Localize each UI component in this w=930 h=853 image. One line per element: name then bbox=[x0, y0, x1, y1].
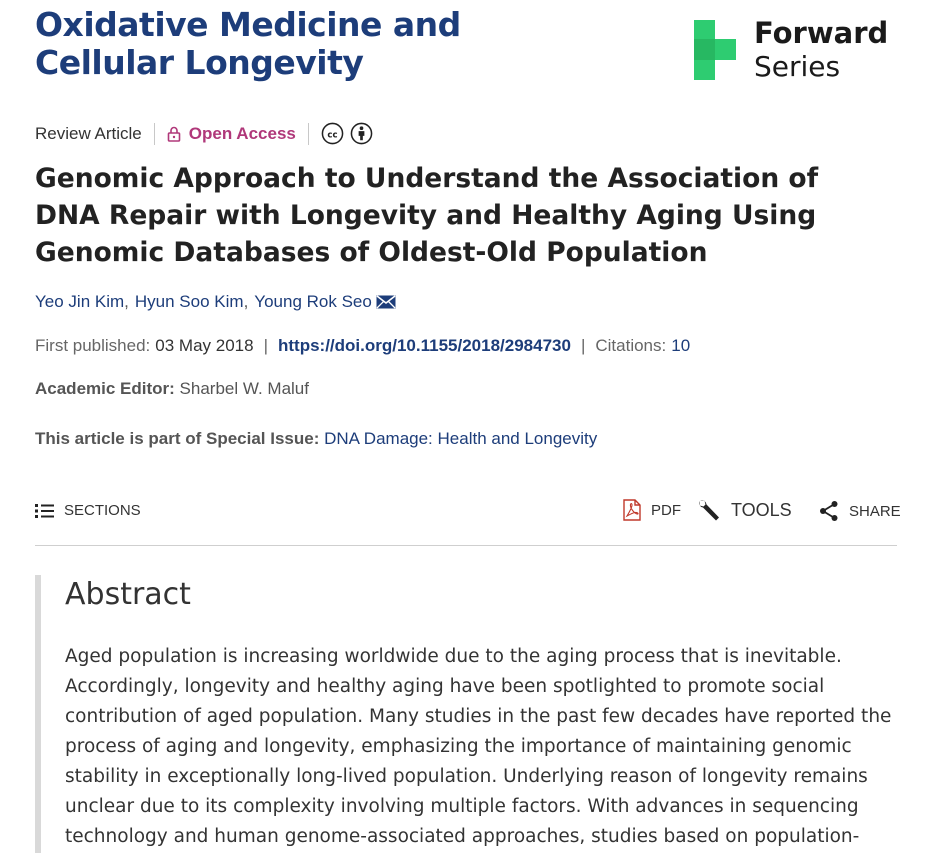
creative-commons-icon bbox=[321, 122, 344, 145]
article-title: Genomic Approach to Understand the Association of DNA Repair with Longevity and Healthy Aging Using Genomic Databases of Oldest-Old Population bbox=[35, 163, 819, 268]
share-label: SHARE bbox=[849, 502, 901, 520]
doi-link[interactable]: https://doi.org/10.1155/2018/2984730 bbox=[278, 336, 571, 355]
license-icons[interactable] bbox=[321, 122, 373, 145]
abstract-heading: Abstract bbox=[65, 577, 191, 612]
author-link[interactable]: Hyun Soo Kim bbox=[134, 292, 244, 311]
special-issue bbox=[35, 429, 597, 449]
open-access-badge[interactable] bbox=[167, 124, 296, 144]
article-type: Review Article bbox=[35, 123, 142, 143]
wrench-icon bbox=[697, 498, 721, 522]
forward-series-mark-icon bbox=[694, 20, 736, 80]
first-published-date: 03 May 2018 bbox=[155, 336, 254, 355]
forward-logo-line1: Forward bbox=[754, 16, 889, 50]
academic-editor-name: Sharbel W. Maluf bbox=[179, 379, 309, 398]
special-issue-link[interactable]: DNA Damage: Health and Longevity bbox=[324, 429, 598, 448]
abstract-text: Aged population is increasing worldwide due to the aging process that is inevitable. Accordingly, longevity and healthy aging have been spotlighted to promote social contribution of aged population. Many studies in the past few decades have reported the process of aging and longevity, emphasizing the importance of maintaining genomic stability in exceptionally long-lived population. Underlying reason of longevity remains unclear due to its complexity involving multiple factors. With advances in sequencing technology and human genome-associated approaches, studies based on population- bbox=[65, 646, 892, 847]
divider bbox=[154, 123, 155, 145]
attribution-icon bbox=[350, 122, 373, 145]
abstract-section bbox=[35, 575, 897, 853]
lock-icon bbox=[167, 126, 181, 142]
email-icon[interactable] bbox=[376, 295, 396, 309]
share-button[interactable] bbox=[819, 500, 901, 522]
svg-text:cc: cc bbox=[327, 130, 338, 141]
citations-count-link[interactable]: 10 bbox=[671, 336, 691, 355]
divider: | bbox=[263, 336, 268, 355]
academic-editor-label: Academic Editor: bbox=[35, 379, 175, 398]
academic-editor bbox=[35, 379, 309, 399]
forward-series-logo[interactable] bbox=[694, 17, 888, 83]
author-link[interactable]: Yeo Jin Kim bbox=[35, 292, 125, 311]
list-icon bbox=[35, 503, 54, 519]
divider bbox=[308, 123, 309, 145]
sections-button[interactable] bbox=[35, 502, 141, 519]
first-published-label: First published: bbox=[35, 336, 151, 355]
publication-info bbox=[35, 336, 690, 356]
author-link[interactable]: Young Rok Seo bbox=[254, 292, 372, 311]
author-list bbox=[35, 292, 396, 312]
special-issue-label: This article is part of Special Issue: bbox=[35, 429, 320, 448]
pdf-icon bbox=[623, 499, 641, 521]
sections-label: SECTIONS bbox=[64, 502, 141, 519]
forward-logo-line2: Series bbox=[754, 50, 841, 83]
tools-button[interactable] bbox=[697, 498, 792, 522]
pdf-label: PDF bbox=[651, 501, 681, 519]
open-access-label: Open Access bbox=[188, 123, 296, 143]
article-meta-row bbox=[35, 122, 373, 145]
pdf-button[interactable] bbox=[623, 499, 681, 521]
author-separator: , bbox=[243, 292, 249, 311]
journal-title-line2: Cellular Longevity bbox=[35, 43, 364, 82]
citations-label: Citations: bbox=[595, 336, 667, 355]
share-icon bbox=[819, 500, 839, 522]
tools-label: TOOLS bbox=[731, 499, 792, 520]
journal-title-line1: Oxidative Medicine and bbox=[35, 5, 461, 44]
divider: | bbox=[580, 336, 586, 355]
journal-title[interactable] bbox=[35, 6, 461, 82]
article-toolbar bbox=[35, 498, 901, 546]
author-separator: , bbox=[124, 292, 129, 311]
